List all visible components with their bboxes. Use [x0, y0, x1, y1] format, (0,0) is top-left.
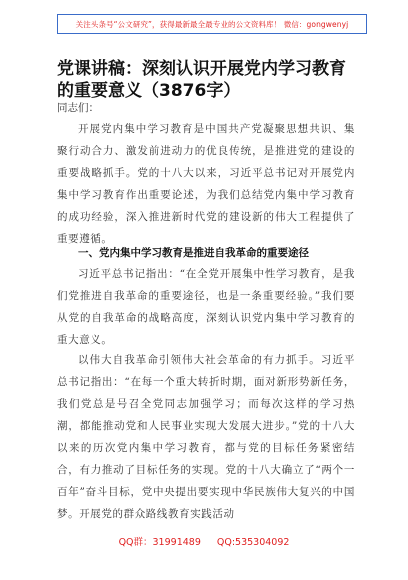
footer-qq: QQ:535304092 — [216, 537, 290, 548]
document-title: 党课讲稿：深刻认识开展党内学习教育的重要意义（3876字） — [57, 59, 346, 101]
footer-qq-group: QQ群：31991489 — [118, 537, 201, 548]
banner-text: 关注头条号“公文研究”，获得最新最全最专业的公文资料库！ 微信：gongwenyj — [75, 19, 349, 29]
header-banner — [57, 14, 367, 34]
paragraph-body: 以伟大自我革命引领伟大社会革命的有力抓手。习近平总书记指出：“在每一个重大转折时期，面对新形势新任务，我们党总是号召全党同志加强学习；而每次这样的学习热潮，都能推动党和人民事业实现大发展大进步。”党的十八大以来的历次党内集中学习教育，都与党的目标任务紧密结合，有力推动了目标任务的实现。党的十八大确立了“两个一百年”奋斗目标，党中央提出要实现中华民族伟大复兴的中国梦。开展党的群众路线教育实践活动 — [57, 354, 355, 520]
paragraph-intro: 开展党内集中学习教育是中国共产党凝聚思想共识、集聚行动合力、激发前进动力的优良传统，是推进党的建设的重要战略抓手。党的十八大以来，习近平总书记对开展党内集中学习教育作出重要论述，为我们总结党内集中学习教育的成功经验，深入推进新时代党的建设新的伟大工程提供了重要遵循。 — [57, 123, 355, 245]
footer-contacts — [0, 534, 408, 548]
greeting: 同志们： — [57, 102, 99, 114]
section-heading: 一、党内集中学习教育是推进自我革命的重要途径 — [78, 247, 309, 259]
paragraph-quote: 习近平总书记指出：“在全党开展集中性学习教育，是我们党推进自我革命的重要途径，也是一条重要经验。”我们要从党的自我革命的战略高度，深刻认识党内集中学习教育的重大意义。 — [57, 268, 355, 346]
